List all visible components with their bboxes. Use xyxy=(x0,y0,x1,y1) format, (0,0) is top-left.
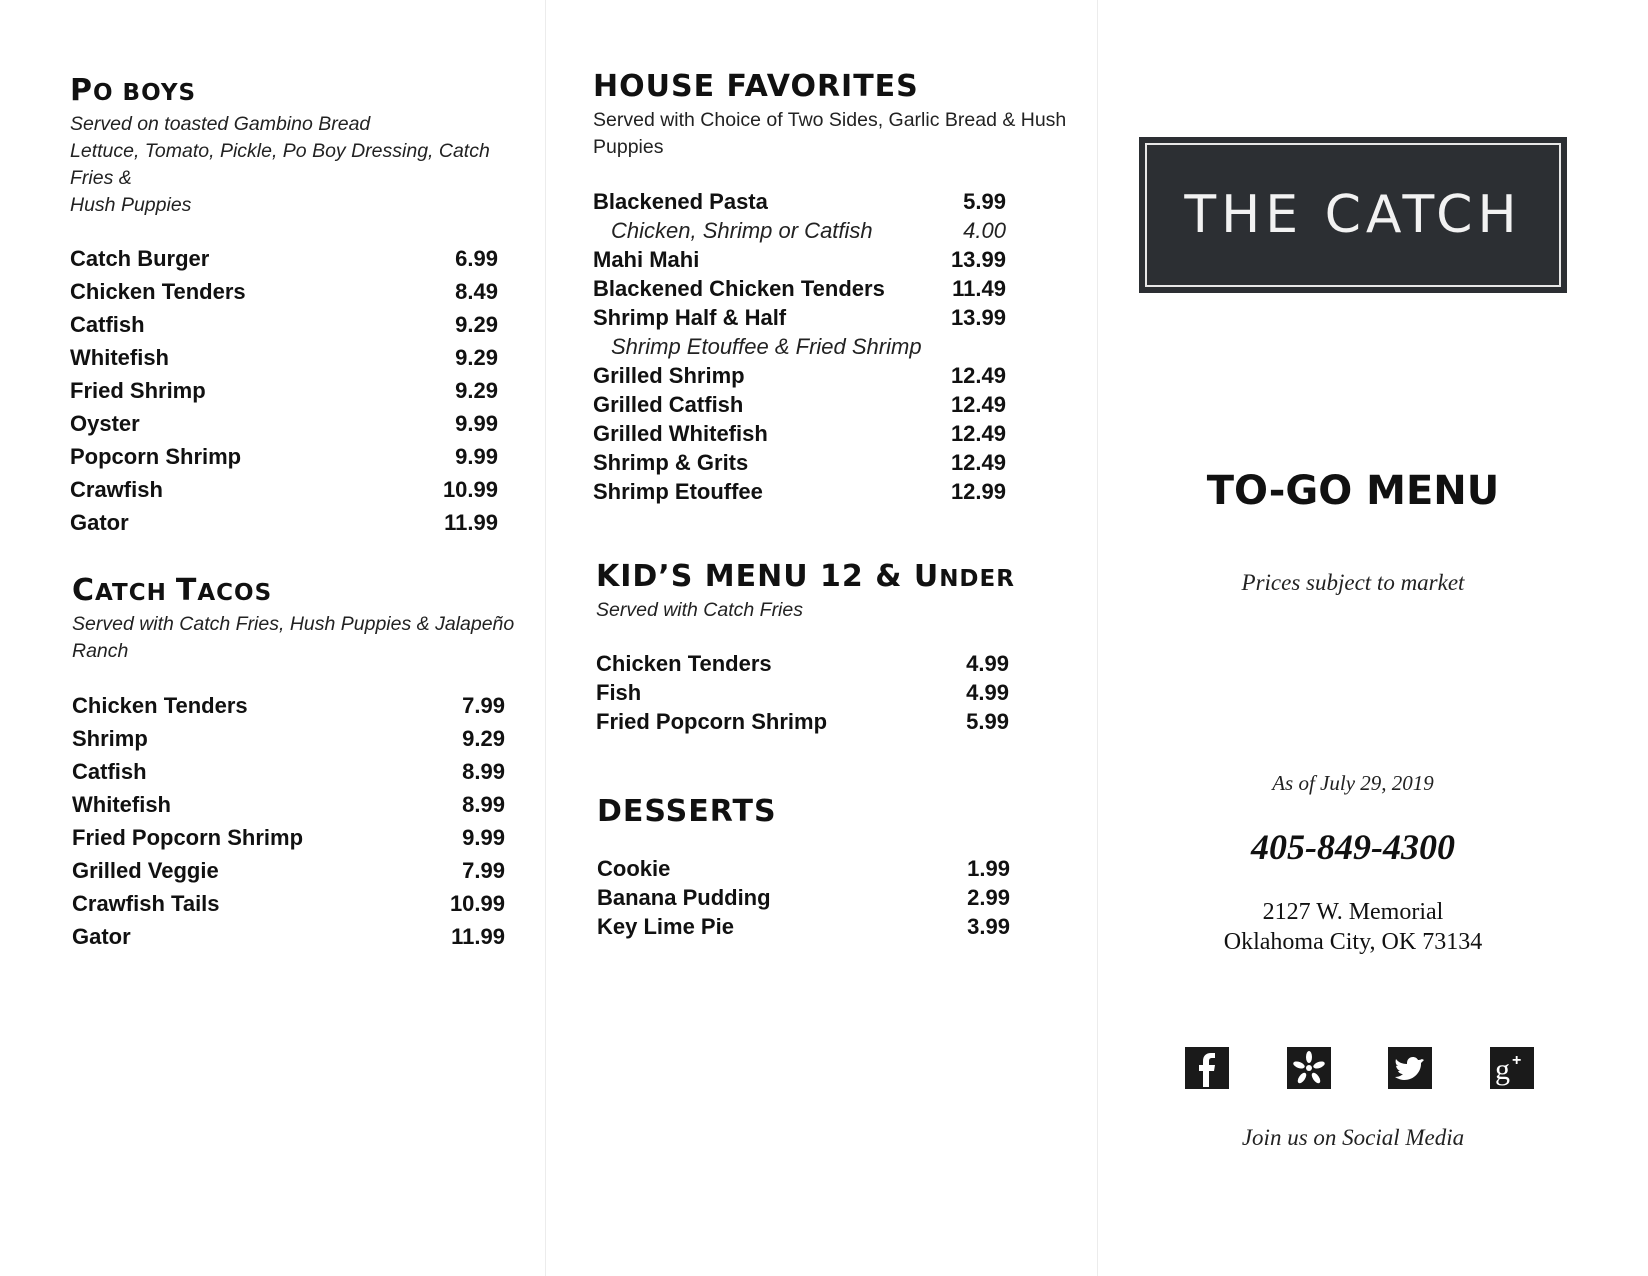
logo-text: THE CATCH xyxy=(1184,185,1522,245)
kids-menu-description: Served with Catch Fries xyxy=(596,599,803,621)
menu-title: TO-GO MENU xyxy=(1206,468,1500,514)
menu-item: Crawfish Tails 10.99 xyxy=(72,891,505,916)
address-line-1: 2127 W. Memorial xyxy=(1262,899,1444,925)
menu-item: Whitefish 8.99 xyxy=(72,792,505,817)
as-of-date: As of July 29, 2019 xyxy=(1272,771,1434,795)
house-favorites-section xyxy=(593,70,1073,508)
menu-item: Grilled Veggie 7.99 xyxy=(72,858,505,883)
menu-item: Fried Popcorn Shrimp 5.99 xyxy=(596,709,1009,734)
house-favorites-items xyxy=(593,189,1006,508)
section-title-catch-tacos: CATCH TACOS xyxy=(72,573,273,608)
fold-line-left xyxy=(545,0,546,1276)
section-title-po-boys: PO BOYS xyxy=(70,73,197,108)
social-caption: Join us on Social Media xyxy=(1241,1125,1465,1150)
menu-item: Fried Shrimp 9.29 xyxy=(70,378,498,403)
catch-tacos-section xyxy=(72,574,542,957)
menu-item: Chicken Tenders 8.49 xyxy=(70,279,498,304)
social-icons xyxy=(1185,1047,1535,1091)
menu-item: Blackened Pasta 5.99 xyxy=(593,189,1006,214)
menu-item: Shrimp Etouffee 12.99 xyxy=(593,479,1006,504)
menu-item: Whitefish 9.29 xyxy=(70,345,498,370)
svg-text:+: + xyxy=(1512,1052,1522,1069)
catch-tacos-items xyxy=(72,693,505,957)
house-favorites-description: Served with Choice of Two Sides, Garlic Bread & Hush Puppies xyxy=(593,109,1067,158)
svg-text:g: g xyxy=(1495,1053,1510,1086)
menu-item: Catfish 8.99 xyxy=(72,759,505,784)
google-plus-icon[interactable] xyxy=(1490,1047,1534,1089)
menu-item: Grilled Shrimp 12.49 xyxy=(593,363,1006,388)
menu-item: Crawfish 10.99 xyxy=(70,477,498,502)
po-boys-description: Served on toasted Gambino Bread Lettuce, Tomato, Pickle, Po Boy Dressing, Catch Fries & Hush Puppies xyxy=(70,113,490,216)
menu-item: Shrimp 9.29 xyxy=(72,726,505,751)
menu-item: Banana Pudding 2.99 xyxy=(597,885,1010,910)
menu-item: Blackened Chicken Tenders 11.49 xyxy=(593,276,1006,301)
menu-item: Chicken Tenders 7.99 xyxy=(72,693,505,718)
menu-item: Popcorn Shrimp 9.99 xyxy=(70,444,498,469)
desserts-section xyxy=(597,795,1077,943)
menu-item-option: Chicken, Shrimp or Catfish 4.00 xyxy=(611,218,1006,243)
menu-item-option: Shrimp Etouffee & Fried Shrimp xyxy=(611,334,922,359)
menu-item: Key Lime Pie 3.99 xyxy=(597,914,1010,939)
section-title-house-favorites: HOUSE FAVORITES xyxy=(593,69,919,104)
menu-item: Chicken Tenders 4.99 xyxy=(596,651,1009,676)
section-title-kids-menu: KID’S MENU 12 & UNDER xyxy=(596,559,1015,594)
menu-item: Cookie 1.99 xyxy=(597,856,1010,881)
yelp-icon[interactable] xyxy=(1287,1047,1331,1089)
fold-line-right xyxy=(1097,0,1098,1276)
menu-item: Gator 11.99 xyxy=(70,510,498,535)
kids-menu-section xyxy=(596,560,1076,738)
facebook-icon[interactable] xyxy=(1185,1047,1229,1089)
menu-item: Shrimp & Grits 12.49 xyxy=(593,450,1006,475)
logo xyxy=(1139,137,1567,293)
twitter-icon[interactable] xyxy=(1388,1047,1432,1089)
catch-tacos-description: Served with Catch Fries, Hush Puppies & Jalapeño Ranch xyxy=(72,613,515,662)
kids-menu-items xyxy=(596,651,1009,738)
section-title-desserts: DESSERTS xyxy=(597,794,777,829)
menu-item: Grilled Whitefish 12.49 xyxy=(593,421,1006,446)
address xyxy=(1139,897,1567,957)
menu-item: Oyster 9.99 xyxy=(70,411,498,436)
prices-note: Prices subject to market xyxy=(1241,570,1465,595)
menu-item: Grilled Catfish 12.49 xyxy=(593,392,1006,417)
desserts-items xyxy=(597,856,1010,943)
menu-item: Gator 11.99 xyxy=(72,924,505,949)
logo-frame xyxy=(1145,143,1561,287)
menu-item: Mahi Mahi 13.99 xyxy=(593,247,1006,272)
address-line-2: Oklahoma City, OK 73134 xyxy=(1223,929,1483,955)
menu-item: Shrimp Half & Half 13.99 xyxy=(593,305,1006,330)
po-boys-section xyxy=(70,74,530,543)
phone-number[interactable]: 405-849-4300 xyxy=(1251,827,1455,867)
menu-item: Catch Burger 6.99 xyxy=(70,246,498,271)
menu-item: Fish 4.99 xyxy=(596,680,1009,705)
menu-item: Fried Popcorn Shrimp 9.99 xyxy=(72,825,505,850)
po-boys-items xyxy=(70,246,498,543)
menu-item: Catfish 9.29 xyxy=(70,312,498,337)
